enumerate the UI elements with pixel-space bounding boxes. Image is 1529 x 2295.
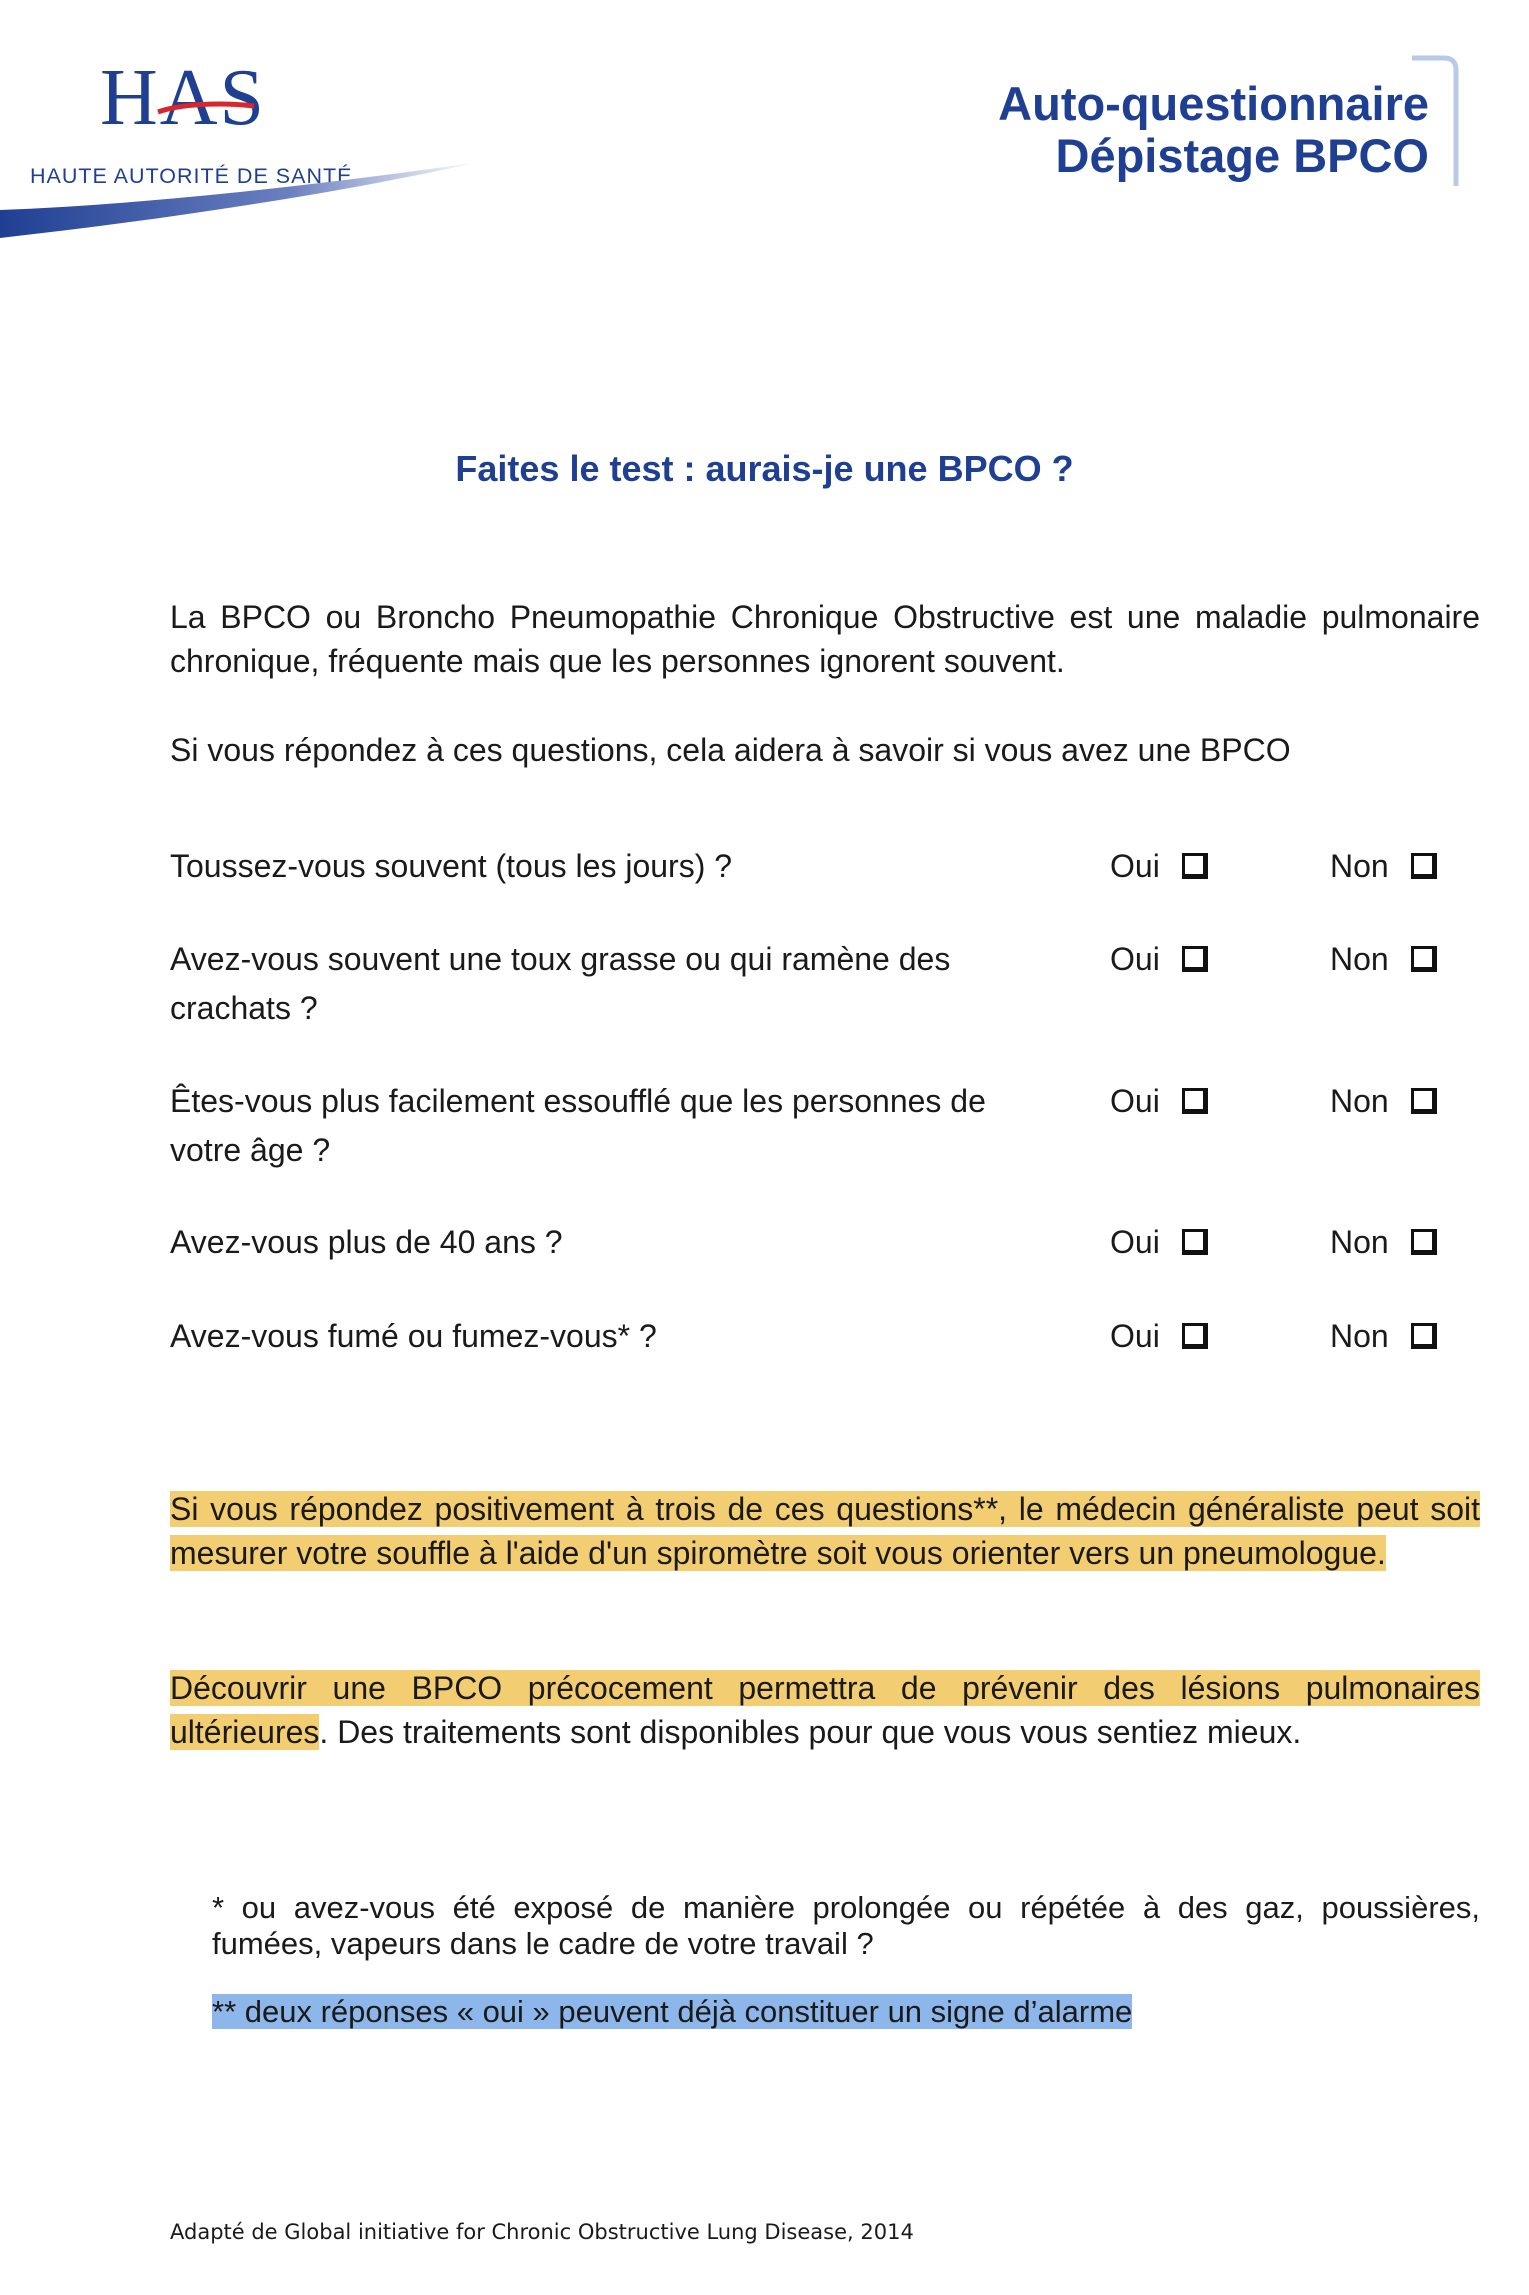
- checkbox-icon[interactable]: [1182, 853, 1208, 879]
- checkbox-icon[interactable]: [1411, 1229, 1437, 1255]
- answer-no-2[interactable]: [1330, 935, 1437, 984]
- question-5: Avez-vous fumé ou fumez-vous* ?: [170, 1318, 657, 1354]
- advice-highlight-2: Découvrir une BPCO précocement permettra de prévenir des lésions pulmonaires ultérieures: [170, 1670, 1480, 1750]
- answer-no-5[interactable]: [1330, 1312, 1437, 1361]
- main-heading: Faites le test : aurais-je une BPCO ?: [455, 448, 1074, 489]
- title-line-1: Auto-questionnaire: [998, 77, 1429, 130]
- yes-label: Oui: [1110, 848, 1160, 884]
- logo-swoosh: [0, 150, 490, 240]
- has-logo: [0, 0, 520, 250]
- yes-label: Oui: [1110, 1083, 1160, 1119]
- yes-label: Oui: [1110, 1224, 1160, 1260]
- intro-paragraph-2: Si vous répondez à ces questions, cela aidera à savoir si vous avez une BPCO: [170, 732, 1291, 768]
- answer-no-1[interactable]: [1330, 842, 1437, 891]
- yes-label: Oui: [1110, 941, 1160, 977]
- answer-no-3[interactable]: [1330, 1077, 1437, 1126]
- answer-yes-4[interactable]: [1110, 1218, 1208, 1267]
- footnote-1: * ou avez-vous été exposé de manière prolongée ou répétée à des gaz, poussières, fumées, vapeurs dans le cadre de votre travail ?: [212, 1890, 1480, 1961]
- footnote-2: [212, 1994, 1480, 2030]
- logo-red-accent: [150, 90, 260, 130]
- logo-letters: HAS: [100, 54, 267, 142]
- no-label: Non: [1330, 1318, 1389, 1354]
- answer-yes-2[interactable]: [1110, 935, 1208, 984]
- advice-highlight-1: Si vous répondez positivement à trois de ces questions**, le médecin généraliste peut soit mesurer votre souffle à l'aide d'un spiromètre soit vous orienter vers un pneumologue.: [170, 1491, 1480, 1571]
- question-2: Avez-vous souvent une toux grasse ou qui ramène des crachats ?: [170, 941, 951, 1026]
- checkbox-icon[interactable]: [1182, 1323, 1208, 1349]
- advice-rest: . Des traitements sont disponibles pour que vous vous sentiez mieux.: [319, 1714, 1302, 1750]
- no-label: Non: [1330, 848, 1389, 884]
- advice-paragraph-2: [170, 1666, 1480, 1754]
- checkbox-icon[interactable]: [1411, 946, 1437, 972]
- checkbox-icon[interactable]: [1411, 1323, 1437, 1349]
- answer-yes-5[interactable]: [1110, 1312, 1208, 1361]
- yes-label: Oui: [1110, 1318, 1160, 1354]
- title-line-2: Dépistage BPCO: [1055, 129, 1429, 182]
- answer-no-4[interactable]: [1330, 1218, 1437, 1267]
- checkbox-icon[interactable]: [1411, 853, 1437, 879]
- question-1: Toussez-vous souvent (tous les jours) ?: [170, 848, 733, 884]
- question-4: Avez-vous plus de 40 ans ?: [170, 1224, 563, 1260]
- logo-subtitle: HAUTE AUTORITÉ DE SANTÉ: [30, 164, 353, 188]
- checkbox-icon[interactable]: [1182, 1229, 1208, 1255]
- no-label: Non: [1330, 941, 1389, 977]
- checkbox-icon[interactable]: [1182, 1088, 1208, 1114]
- source-citation: Adapté de Global initiative for Chronic Obstructive Lung Disease, 2014: [170, 2220, 914, 2244]
- intro-paragraph-1: La BPCO ou Broncho Pneumopathie Chronique Obstructive est une maladie pulmonaire chronique, fréquente mais que les personnes ignorent souvent.: [170, 599, 1480, 679]
- advice-paragraph-1: [170, 1487, 1480, 1575]
- document-title: [998, 78, 1429, 182]
- answer-yes-3[interactable]: [1110, 1077, 1208, 1126]
- checkbox-icon[interactable]: [1182, 946, 1208, 972]
- answer-yes-1[interactable]: [1110, 842, 1208, 891]
- question-3: Êtes-vous plus facilement essoufflé que les personnes de votre âge ?: [170, 1083, 986, 1168]
- no-label: Non: [1330, 1224, 1389, 1260]
- no-label: Non: [1330, 1083, 1389, 1119]
- footnote-2-highlight: ** deux réponses « oui » peuvent déjà constituer un signe d’alarme: [212, 1994, 1133, 2029]
- checkbox-icon[interactable]: [1411, 1088, 1437, 1114]
